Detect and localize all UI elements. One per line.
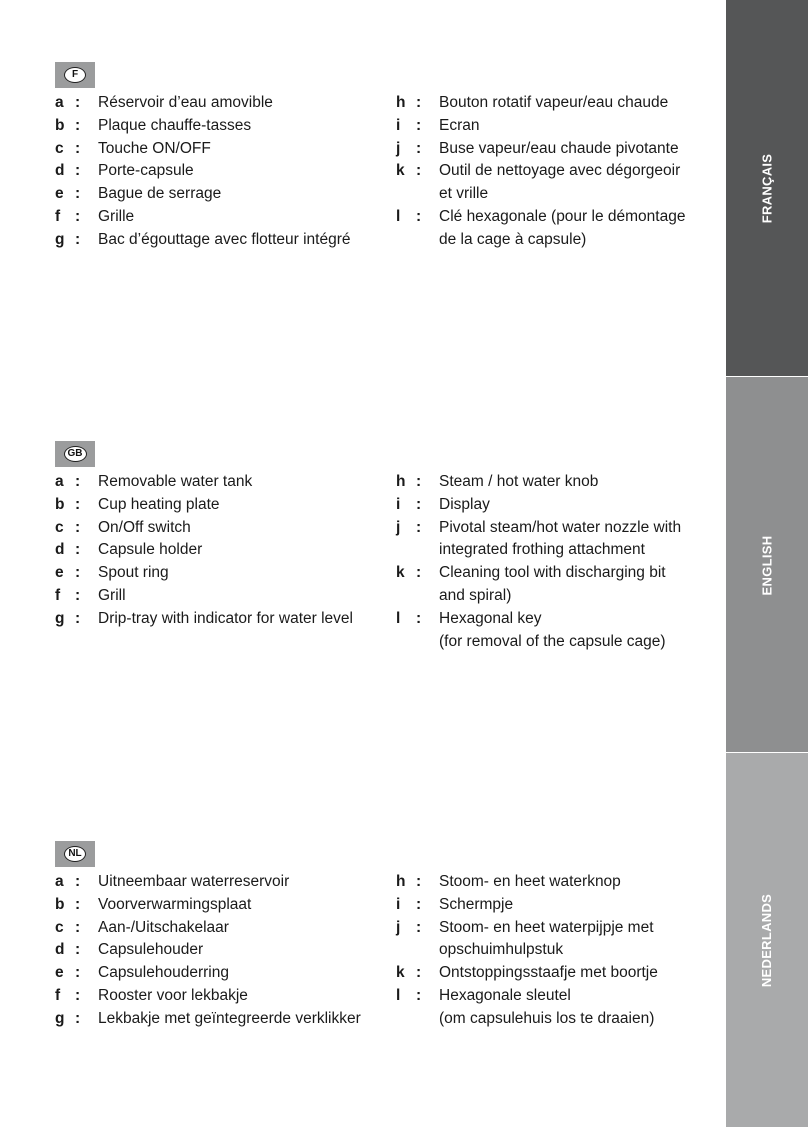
item-colon: : <box>416 918 422 936</box>
item-colon: : <box>416 986 422 1004</box>
parts-list-item <box>396 206 685 252</box>
side-tab-label: FRANÇAIS <box>759 153 775 223</box>
parts-list-item <box>55 471 353 494</box>
item-text: Ecran <box>439 116 480 134</box>
item-letter: a <box>55 473 64 490</box>
item-text: Bouton rotatif vapeur/eau chaude <box>439 94 669 111</box>
item-text: Removable water tank <box>98 473 253 490</box>
section-english <box>0 441 720 741</box>
parts-list-item <box>396 92 685 115</box>
item-text: Voorverwarmingsplaat <box>98 895 252 913</box>
parts-list-right <box>396 92 685 252</box>
parts-list-item <box>396 894 658 917</box>
parts-list-item <box>396 608 681 654</box>
item-text: Hexagonale sleutel <box>439 986 571 1004</box>
item-letter: i <box>396 495 401 513</box>
parts-list-item <box>55 562 353 585</box>
item-text: Lekbakje met geïntegreerde verklikker <box>98 1009 361 1027</box>
item-colon: : <box>75 473 81 490</box>
badge-label: GB <box>64 446 87 462</box>
item-text: Grill <box>98 586 126 604</box>
item-letter: k <box>396 564 405 582</box>
item-text-continuation: de la cage à capsule) <box>439 230 587 248</box>
item-text: Steam / hot water knob <box>439 473 599 490</box>
item-colon: : <box>75 941 81 959</box>
item-letter: h <box>396 473 406 490</box>
item-letter: j <box>396 139 401 157</box>
side-tab-francais <box>726 0 808 376</box>
item-colon: : <box>416 518 422 536</box>
parts-list-right <box>396 871 658 1031</box>
parts-list-item <box>55 494 353 517</box>
item-text: Rooster voor lekbakje <box>98 986 248 1004</box>
parts-list-item <box>55 160 350 183</box>
parts-list-item <box>396 138 685 161</box>
parts-list-item <box>55 939 361 962</box>
item-text: Bac d’égouttage avec flotteur intégré <box>98 230 351 248</box>
item-text: Stoom- en heet waterknop <box>439 873 621 890</box>
item-letter: l <box>396 609 401 627</box>
item-text: Buse vapeur/eau chaude pivotante <box>439 139 679 157</box>
item-colon: : <box>75 518 81 536</box>
parts-list-item <box>396 962 658 985</box>
item-letter: g <box>55 609 65 627</box>
item-text: Ontstoppingsstaafje met boortje <box>439 964 658 982</box>
side-tab-english <box>726 376 808 753</box>
item-colon: : <box>75 1009 81 1027</box>
parts-list-item <box>55 962 361 985</box>
language-badge-nl <box>55 841 95 867</box>
parts-list-item <box>396 917 658 963</box>
badge-label: NL <box>64 846 86 862</box>
item-letter: e <box>55 564 64 582</box>
item-colon: : <box>75 185 81 203</box>
parts-list-item <box>55 871 361 894</box>
item-text-continuation: and spiral) <box>439 586 512 604</box>
item-letter: b <box>55 116 65 134</box>
section-dutch <box>0 841 720 1141</box>
parts-list-item <box>396 115 685 138</box>
item-text: Stoom- en heet waterpijpje met <box>439 918 654 936</box>
item-text-continuation: integrated frothing attachment <box>439 541 645 559</box>
parts-list-item <box>55 539 353 562</box>
item-text: Clé hexagonale (pour le démontage <box>439 207 686 225</box>
item-colon: : <box>75 964 81 982</box>
item-text: Cup heating plate <box>98 495 220 513</box>
item-text: Hexagonal key <box>439 609 542 627</box>
parts-list-item <box>55 183 350 206</box>
parts-list-right <box>396 471 681 653</box>
parts-list-item <box>55 1008 361 1031</box>
item-text: Drip-tray with indicator for water level <box>98 609 353 627</box>
parts-list-item <box>55 894 361 917</box>
item-colon: : <box>416 162 422 180</box>
item-colon: : <box>416 964 422 982</box>
item-colon: : <box>416 495 422 513</box>
item-text: Uitneembaar waterreservoir <box>98 873 290 890</box>
item-text: Capsulehouderring <box>98 964 229 982</box>
item-text: Display <box>439 495 490 513</box>
language-badge-f <box>55 62 95 88</box>
item-colon: : <box>75 586 81 604</box>
parts-list-item <box>55 985 361 1008</box>
badge-label: F <box>64 67 86 83</box>
item-text: Schermpje <box>439 895 514 913</box>
item-letter: f <box>55 586 61 604</box>
item-letter: d <box>55 541 65 559</box>
parts-list-item <box>396 562 681 608</box>
item-text: Bague de serrage <box>98 185 222 203</box>
item-text-continuation: et vrille <box>439 185 489 203</box>
item-letter: k <box>396 162 405 180</box>
item-text: Capsulehouder <box>98 941 204 959</box>
parts-list-item <box>55 517 353 540</box>
item-text: Cleaning tool with discharging bit <box>439 564 666 582</box>
item-letter: j <box>396 518 401 536</box>
item-letter: h <box>396 873 406 890</box>
item-letter: d <box>55 941 65 959</box>
item-letter: i <box>396 895 401 913</box>
item-letter: b <box>55 495 65 513</box>
item-colon: : <box>75 609 81 627</box>
parts-list-left <box>55 92 350 252</box>
item-letter: k <box>396 964 405 982</box>
item-colon: : <box>75 873 81 890</box>
item-colon: : <box>75 986 81 1004</box>
item-letter: f <box>55 986 61 1004</box>
item-colon: : <box>75 918 81 936</box>
item-colon: : <box>75 495 81 513</box>
item-colon: : <box>75 564 81 582</box>
item-letter: b <box>55 895 65 913</box>
item-text: Plaque chauffe-tasses <box>98 116 252 134</box>
item-letter: j <box>396 918 401 936</box>
parts-list-item <box>55 608 353 631</box>
item-letter: a <box>55 94 64 111</box>
item-text: Porte-capsule <box>98 162 194 180</box>
language-badge-gb <box>55 441 95 467</box>
parts-list-item <box>55 229 350 252</box>
parts-list-item <box>396 160 685 206</box>
parts-list-item <box>396 871 658 894</box>
parts-list-item <box>55 92 350 115</box>
item-letter: l <box>396 986 401 1004</box>
item-colon: : <box>75 895 81 913</box>
parts-list-item <box>396 985 658 1031</box>
item-colon: : <box>416 609 422 627</box>
parts-list-item <box>55 585 353 608</box>
item-letter: g <box>55 1009 65 1027</box>
item-letter: c <box>55 918 64 936</box>
side-tab-label: ENGLISH <box>759 535 775 595</box>
item-colon: : <box>416 873 422 890</box>
parts-list-item <box>55 917 361 940</box>
item-text-continuation: (om capsulehuis los te draaien) <box>439 1009 655 1027</box>
parts-list-left <box>55 471 353 631</box>
item-letter: c <box>55 518 64 536</box>
parts-list-item <box>396 517 681 563</box>
item-text-continuation: (for removal of the capsule cage) <box>439 632 666 650</box>
side-tab-label: NEDERLANDS <box>759 893 775 987</box>
item-text: Touche ON/OFF <box>98 139 211 157</box>
parts-list-item <box>55 138 350 161</box>
item-colon: : <box>416 139 422 157</box>
item-colon: : <box>416 473 422 490</box>
item-colon: : <box>416 564 422 582</box>
item-letter: i <box>396 116 401 134</box>
item-colon: : <box>416 94 422 111</box>
item-colon: : <box>416 207 422 225</box>
item-colon: : <box>75 94 81 111</box>
parts-list-item <box>396 494 681 517</box>
item-text: Outil de nettoyage avec dégorgeoir <box>439 162 681 180</box>
item-text: On/Off switch <box>98 518 191 536</box>
item-text-continuation: opschuimhulpstuk <box>439 941 564 959</box>
item-colon: : <box>416 116 422 134</box>
item-text: Spout ring <box>98 564 169 582</box>
section-french <box>0 62 720 362</box>
item-letter: g <box>55 230 65 248</box>
item-colon: : <box>75 139 81 157</box>
item-letter: f <box>55 207 61 225</box>
item-letter: e <box>55 964 64 982</box>
parts-list-item <box>55 206 350 229</box>
item-text: Réservoir d’eau amovible <box>98 94 273 111</box>
parts-list-item <box>396 471 681 494</box>
item-colon: : <box>75 230 81 248</box>
item-colon: : <box>416 895 422 913</box>
item-letter: l <box>396 207 401 225</box>
item-colon: : <box>75 541 81 559</box>
item-letter: e <box>55 185 64 203</box>
parts-list-left <box>55 871 361 1031</box>
item-letter: d <box>55 162 65 180</box>
item-text: Aan-/Uitschakelaar <box>98 918 229 936</box>
item-text: Capsule holder <box>98 541 203 559</box>
parts-list-item <box>55 115 350 138</box>
item-letter: h <box>396 94 406 111</box>
item-letter: c <box>55 139 64 157</box>
item-letter: a <box>55 873 64 890</box>
item-colon: : <box>75 207 81 225</box>
item-text: Grille <box>98 207 135 225</box>
item-colon: : <box>75 162 81 180</box>
item-text: Pivotal steam/hot water nozzle with <box>439 518 682 536</box>
item-colon: : <box>75 116 81 134</box>
side-tab-nederlands <box>726 752 808 1127</box>
